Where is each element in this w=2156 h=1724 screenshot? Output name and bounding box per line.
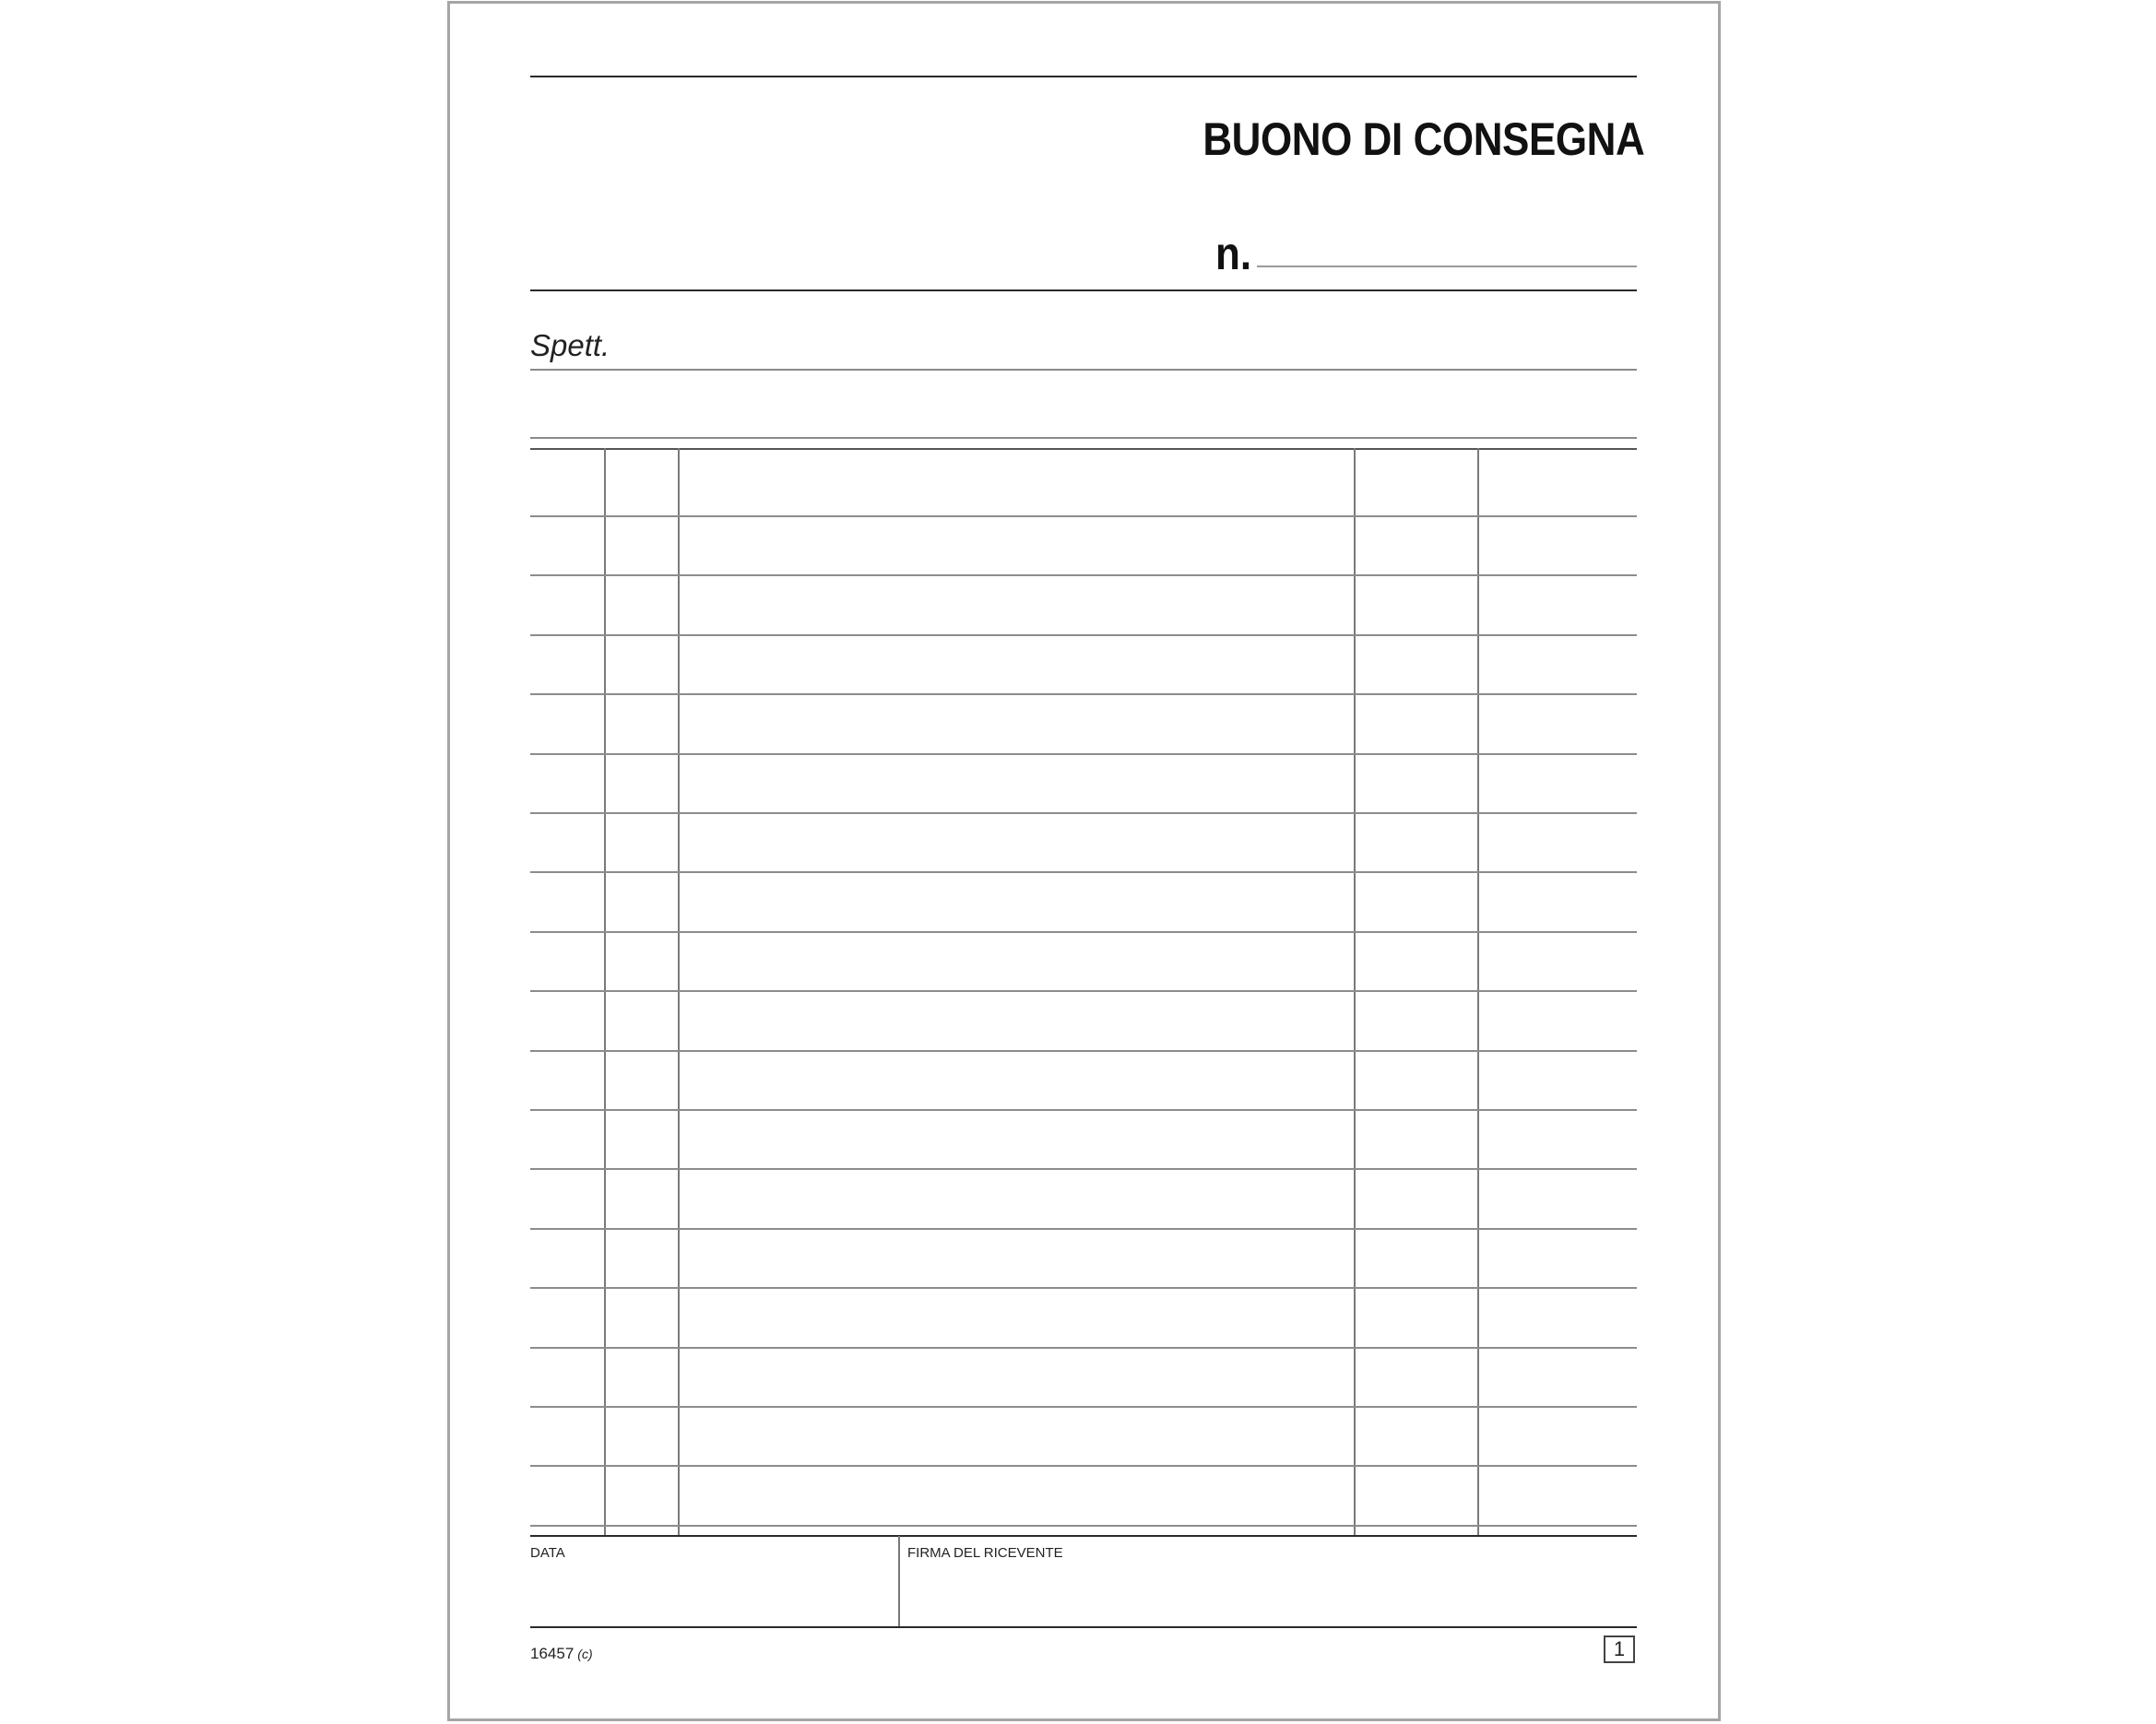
table-row[interactable] xyxy=(530,990,1637,992)
delivery-note-sheet xyxy=(447,1,1721,1721)
footer-bottom-rule xyxy=(530,1626,1637,1628)
table-row[interactable] xyxy=(530,1525,1637,1527)
recipient-label: Spett. xyxy=(530,328,610,362)
table-row[interactable] xyxy=(530,1347,1637,1349)
header-bottom-rule xyxy=(530,289,1637,291)
table-column-divider xyxy=(678,448,680,1536)
table-row[interactable] xyxy=(530,1406,1637,1408)
table-row[interactable] xyxy=(530,1465,1637,1467)
table-row[interactable] xyxy=(530,693,1637,695)
table-top-rule xyxy=(530,448,1637,450)
table-row[interactable] xyxy=(530,1287,1637,1289)
table-row[interactable] xyxy=(530,753,1637,755)
table-row[interactable] xyxy=(530,574,1637,576)
table-row[interactable] xyxy=(530,812,1637,814)
table-row[interactable] xyxy=(530,931,1637,933)
table-row[interactable] xyxy=(530,1050,1637,1052)
items-table xyxy=(530,448,1637,1536)
number-field-line[interactable] xyxy=(1257,266,1637,267)
table-column-divider xyxy=(1477,448,1479,1536)
form-code xyxy=(530,1645,593,1663)
table-row[interactable] xyxy=(530,515,1637,517)
top-rule xyxy=(530,76,1637,77)
table-row[interactable] xyxy=(530,1109,1637,1111)
footer-divider xyxy=(898,1536,900,1626)
recipient-line-2[interactable] xyxy=(530,437,1637,439)
table-bottom-rule xyxy=(530,1535,1637,1537)
table-row[interactable] xyxy=(530,1228,1637,1230)
table-row[interactable] xyxy=(530,1168,1637,1170)
page-number-box: 1 xyxy=(1604,1635,1635,1663)
table-column-divider xyxy=(604,448,606,1536)
recipient-line-1[interactable] xyxy=(530,369,1637,371)
form-title: BUONO DI CONSEGNA xyxy=(1202,113,1644,165)
date-label: DATA xyxy=(530,1545,565,1561)
form-code-suffix: (c) xyxy=(577,1647,593,1661)
table-column-divider xyxy=(1354,448,1356,1536)
signature-label: FIRMA DEL RICEVENTE xyxy=(907,1545,1063,1561)
number-label: n. xyxy=(1215,228,1252,279)
table-row[interactable] xyxy=(530,634,1637,636)
table-row[interactable] xyxy=(530,871,1637,873)
form-code-number: 16457 xyxy=(530,1645,575,1662)
